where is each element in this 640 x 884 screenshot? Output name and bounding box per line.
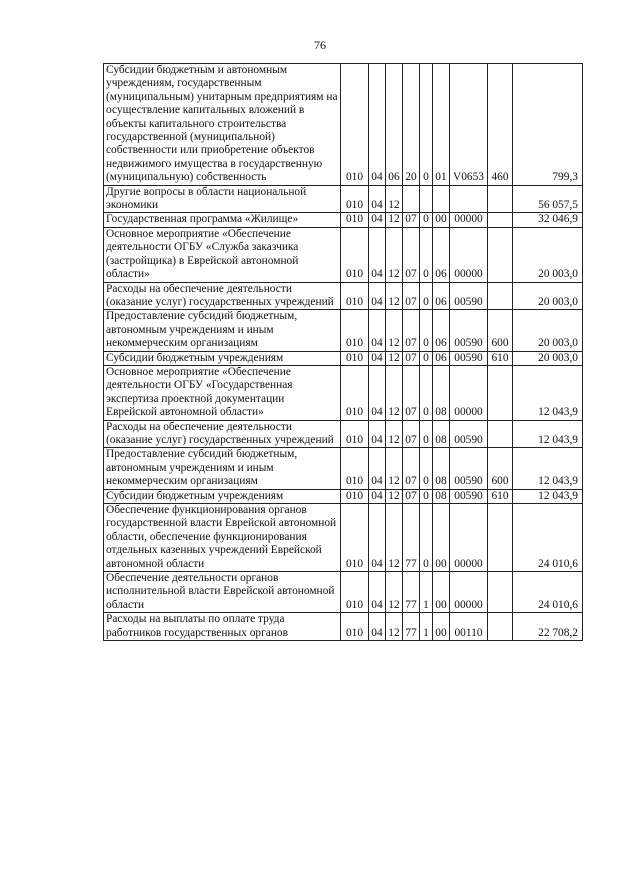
cell-event: 06 — [433, 282, 450, 310]
cell-event: 08 — [433, 420, 450, 448]
cell-program: 07 — [403, 489, 420, 503]
cell-subsection: 12 — [386, 489, 403, 503]
table-row — [104, 420, 583, 448]
cell-subprogram: 0 — [420, 420, 433, 448]
cell-expense-type — [488, 365, 513, 420]
cell-subprogram: 0 — [420, 351, 433, 365]
cell-section: 04 — [369, 310, 386, 351]
cell-subprogram: 0 — [420, 365, 433, 420]
cell-subprogram: 1 — [420, 613, 433, 641]
row-name: Обеспечение функционирования органов государственной власти Еврейской автономной области, обеспечение функционирования отдельных казенных учреждений Еврейской автономной области — [104, 504, 341, 572]
cell-direction — [450, 185, 488, 213]
cell-grbs: 010 — [341, 365, 369, 420]
cell-program: 07 — [403, 227, 420, 282]
cell-direction: 00000 — [450, 504, 488, 572]
cell-expense-type: 600 — [488, 310, 513, 351]
cell-section: 04 — [369, 227, 386, 282]
row-name: Предоставление субсидий бюджетным, автономным учреждениям и иным некоммерческим организациям — [104, 310, 341, 351]
cell-event: 00 — [433, 613, 450, 641]
table-row — [104, 613, 583, 641]
cell-subsection: 12 — [386, 613, 403, 641]
table-row — [104, 185, 583, 213]
cell-event: 06 — [433, 351, 450, 365]
cell-amount: 56 057,5 — [513, 185, 583, 213]
cell-direction: 00000 — [450, 213, 488, 227]
cell-event: 06 — [433, 227, 450, 282]
cell-section: 04 — [369, 613, 386, 641]
cell-program: 07 — [403, 351, 420, 365]
table-row — [104, 448, 583, 489]
cell-grbs: 010 — [341, 420, 369, 448]
cell-direction: 00000 — [450, 365, 488, 420]
cell-amount: 20 003,0 — [513, 351, 583, 365]
cell-amount: 20 003,0 — [513, 282, 583, 310]
cell-grbs: 010 — [341, 504, 369, 572]
cell-event: 00 — [433, 572, 450, 613]
cell-subsection: 12 — [386, 351, 403, 365]
cell-grbs: 010 — [341, 185, 369, 213]
cell-section: 04 — [369, 420, 386, 448]
cell-direction: 00590 — [450, 420, 488, 448]
cell-direction: 00590 — [450, 448, 488, 489]
cell-event — [433, 185, 450, 213]
cell-program: 77 — [403, 613, 420, 641]
table-row — [104, 282, 583, 310]
cell-subsection: 12 — [386, 227, 403, 282]
cell-section: 04 — [369, 572, 386, 613]
cell-amount: 12 043,9 — [513, 489, 583, 503]
cell-program: 77 — [403, 504, 420, 572]
cell-expense-type — [488, 572, 513, 613]
row-name: Субсидии бюджетным учреждениям — [104, 351, 341, 365]
cell-section: 04 — [369, 185, 386, 213]
table-row — [104, 572, 583, 613]
cell-program: 07 — [403, 310, 420, 351]
cell-event: 08 — [433, 489, 450, 503]
cell-section: 04 — [369, 489, 386, 503]
cell-amount: 20 003,0 — [513, 310, 583, 351]
cell-expense-type: 610 — [488, 351, 513, 365]
row-name: Расходы на обеспечение деятельности (оказание услуг) государственных учреждений — [104, 282, 341, 310]
cell-amount: 32 046,9 — [513, 213, 583, 227]
cell-expense-type — [488, 282, 513, 310]
cell-direction: 00590 — [450, 310, 488, 351]
cell-subsection: 12 — [386, 213, 403, 227]
cell-event: 00 — [433, 213, 450, 227]
cell-event: 08 — [433, 365, 450, 420]
cell-subsection: 12 — [386, 310, 403, 351]
row-name: Субсидии бюджетным и автономным учреждениям, государственным (муниципальным) унитарным предприятиям на осуществление капитальных вложений в объекты капитального строительства государственной (муниципальной) собственности или приобретение объектов недвижимого имущества в государственную (муниципальную) собственность — [104, 64, 341, 186]
cell-expense-type — [488, 227, 513, 282]
cell-expense-type — [488, 213, 513, 227]
cell-direction: 00110 — [450, 613, 488, 641]
cell-grbs: 010 — [341, 213, 369, 227]
cell-amount: 24 010,6 — [513, 572, 583, 613]
cell-grbs: 010 — [341, 572, 369, 613]
row-name: Субсидии бюджетным учреждениям — [104, 489, 341, 503]
cell-program: 07 — [403, 420, 420, 448]
cell-subsection: 12 — [386, 448, 403, 489]
cell-subsection: 12 — [386, 572, 403, 613]
cell-grbs: 010 — [341, 613, 369, 641]
cell-grbs: 010 — [341, 351, 369, 365]
cell-subprogram — [420, 185, 433, 213]
cell-event: 01 — [433, 64, 450, 186]
table-body — [104, 64, 583, 641]
cell-expense-type: 460 — [488, 64, 513, 186]
cell-grbs: 010 — [341, 310, 369, 351]
row-name: Расходы на выплаты по оплате труда работников государственных органов — [104, 613, 341, 641]
cell-subsection: 12 — [386, 282, 403, 310]
cell-program: 07 — [403, 282, 420, 310]
cell-direction: 00000 — [450, 572, 488, 613]
cell-section: 04 — [369, 365, 386, 420]
cell-grbs: 010 — [341, 282, 369, 310]
cell-program: 20 — [403, 64, 420, 186]
cell-expense-type — [488, 613, 513, 641]
cell-amount: 12 043,9 — [513, 365, 583, 420]
cell-program — [403, 185, 420, 213]
table-row — [104, 365, 583, 420]
cell-direction: 00590 — [450, 282, 488, 310]
cell-subsection: 12 — [386, 504, 403, 572]
cell-amount: 12 043,9 — [513, 448, 583, 489]
budget-table — [103, 63, 583, 641]
cell-direction: 00000 — [450, 227, 488, 282]
page-number: 76 — [314, 38, 326, 52]
cell-expense-type: 610 — [488, 489, 513, 503]
cell-subsection: 12 — [386, 420, 403, 448]
cell-event: 00 — [433, 504, 450, 572]
cell-section: 04 — [369, 351, 386, 365]
cell-subprogram: 0 — [420, 64, 433, 186]
cell-amount: 12 043,9 — [513, 420, 583, 448]
cell-subprogram: 1 — [420, 572, 433, 613]
cell-grbs: 010 — [341, 64, 369, 186]
row-name: Другие вопросы в области национальной экономики — [104, 185, 341, 213]
cell-grbs: 010 — [341, 489, 369, 503]
cell-amount: 22 708,2 — [513, 613, 583, 641]
cell-event: 06 — [433, 310, 450, 351]
cell-subprogram: 0 — [420, 310, 433, 351]
cell-direction: V0653 — [450, 64, 488, 186]
cell-section: 04 — [369, 448, 386, 489]
cell-grbs: 010 — [341, 448, 369, 489]
cell-section: 04 — [369, 64, 386, 186]
row-name: Основное мероприятие «Обеспечение деятельности ОГБУ «Служба заказчика (застройщика) в Еврейской автономной области» — [104, 227, 341, 282]
cell-amount: 799,3 — [513, 64, 583, 186]
cell-amount: 24 010,6 — [513, 504, 583, 572]
cell-subprogram: 0 — [420, 448, 433, 489]
cell-expense-type — [488, 420, 513, 448]
cell-program: 07 — [403, 448, 420, 489]
cell-subsection: 06 — [386, 64, 403, 186]
cell-amount: 20 003,0 — [513, 227, 583, 282]
table-row — [104, 310, 583, 351]
cell-subsection: 12 — [386, 185, 403, 213]
cell-subsection: 12 — [386, 365, 403, 420]
cell-direction: 00590 — [450, 351, 488, 365]
cell-direction: 00590 — [450, 489, 488, 503]
cell-program: 07 — [403, 365, 420, 420]
cell-subprogram: 0 — [420, 213, 433, 227]
cell-expense-type — [488, 504, 513, 572]
cell-expense-type: 600 — [488, 448, 513, 489]
cell-subprogram: 0 — [420, 489, 433, 503]
table-row — [104, 227, 583, 282]
cell-subprogram: 0 — [420, 227, 433, 282]
row-name: Основное мероприятие «Обеспечение деятельности ОГБУ «Государственная экспертиза проектной документации Еврейской автономной области» — [104, 365, 341, 420]
row-name: Обеспечение деятельности органов исполнительной власти Еврейской автономной области — [104, 572, 341, 613]
cell-program: 77 — [403, 572, 420, 613]
cell-section: 04 — [369, 213, 386, 227]
row-name: Государственная программа «Жилище» — [104, 213, 341, 227]
cell-subprogram: 0 — [420, 282, 433, 310]
cell-event: 08 — [433, 448, 450, 489]
cell-program: 07 — [403, 213, 420, 227]
table-row — [104, 64, 583, 186]
cell-expense-type — [488, 185, 513, 213]
table-row — [104, 504, 583, 572]
cell-grbs: 010 — [341, 227, 369, 282]
table-row — [104, 351, 583, 365]
table-row — [104, 213, 583, 227]
cell-subprogram: 0 — [420, 504, 433, 572]
table-row — [104, 489, 583, 503]
row-name: Расходы на обеспечение деятельности (оказание услуг) государственных учреждений — [104, 420, 341, 448]
cell-section: 04 — [369, 504, 386, 572]
row-name: Предоставление субсидий бюджетным, автономным учреждениям и иным некоммерческим организациям — [104, 448, 341, 489]
cell-section: 04 — [369, 282, 386, 310]
